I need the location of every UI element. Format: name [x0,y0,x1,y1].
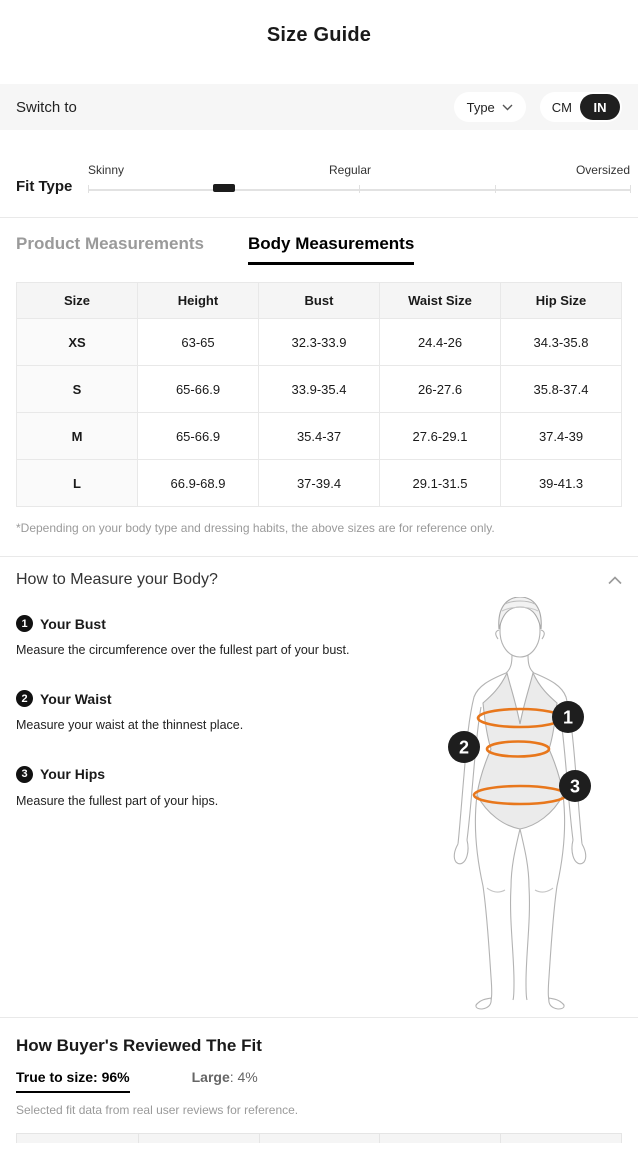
fit-scale-skinny: Skinny [88,163,125,177]
step-3-badge: 3 [16,766,33,783]
value-cell: 65-66.9 [138,366,259,413]
value-cell: 37-39.4 [259,460,380,507]
bottom-table-header-partial [16,1133,622,1143]
switch-bar [0,84,638,130]
column-header: Size [17,283,138,319]
bottom-table-cell [379,1134,500,1143]
measure-item-waist [16,690,411,735]
tab-body-measurements[interactable]: Body Measurements [248,234,414,265]
value-cell: 63-65 [138,319,259,366]
measurement-tabs [0,218,638,278]
size-cell: S [17,366,138,413]
bottom-table-cell [138,1134,259,1143]
buyer-reviews-section [0,1018,638,1117]
reviews-title: How Buyer's Reviewed The Fit [16,1036,262,1055]
value-cell: 66.9-68.9 [138,460,259,507]
table-row [17,413,622,460]
fit-type-slider[interactable] [88,160,630,204]
step-2-badge: 2 [16,690,33,707]
value-cell: 26-27.6 [380,366,501,413]
table-header-row [17,283,622,319]
measure-item-desc: Measure the circumference over the fullest part of your bust. [16,643,350,657]
step-1-badge: 1 [16,615,33,632]
column-header: Bust [259,283,380,319]
fit-type-label: Fit Type [16,178,73,195]
size-table [16,282,622,507]
measure-section-body [0,597,638,1017]
unit-option-in-selected[interactable]: IN [580,94,620,120]
reviews-note: Selected fit data from real user reviews for reference. [16,1103,299,1117]
measure-item-bust [16,597,411,660]
column-header: Waist Size [380,283,501,319]
chevron-down-icon [502,104,513,111]
body-measurement-figure [429,597,611,1012]
fit-stats [16,1069,622,1093]
size-cell: L [17,460,138,507]
slider-tick [630,185,631,193]
value-cell: 32.3-33.9 [259,319,380,366]
bottom-table-cell [17,1134,138,1143]
table-footnote: *Depending on your body type and dressing habits, the above sizes are for reference only. [16,521,495,535]
bottom-table-cell [259,1134,380,1143]
value-cell: 29.1-31.5 [380,460,501,507]
value-cell: 24.4-26 [380,319,501,366]
fit-scale-oversized: Oversized [575,163,630,177]
measure-item-title: Your Waist [40,690,112,707]
measure-item-desc: Measure the fullest part of your hips. [16,793,219,808]
table-row [17,319,622,366]
value-cell: 34.3-35.8 [501,319,622,366]
fit-scale-regular: Regular [328,163,372,177]
measure-item-title: Your Bust [40,615,106,632]
value-cell: 35.8-37.4 [501,366,622,413]
fit-type-thumb[interactable] [213,184,235,192]
measure-item-desc: Measure your waist at the thinnest place. [16,718,244,733]
slider-tick [88,185,89,193]
svg-text:3: 3 [569,776,581,797]
value-cell: 37.4-39 [501,413,622,460]
type-dropdown-label: Type [466,99,495,115]
column-header: Height [138,283,259,319]
type-dropdown[interactable] [454,92,526,122]
value-cell: 39-41.3 [501,460,622,507]
body-silhouette-illustration [429,597,611,1012]
page-title: Size Guide [266,24,372,46]
size-cell: M [17,413,138,460]
slider-tick [495,185,496,193]
stat-large[interactable]: Large: 4% [191,1069,258,1085]
table-row [17,460,622,507]
table-row [17,366,622,413]
measure-section-header[interactable] [0,557,638,597]
column-header: Hip Size [501,283,622,319]
stat-true-to-size[interactable]: True to size: 96% [16,1069,130,1093]
fit-type-row [0,160,638,204]
unit-toggle[interactable] [540,92,622,122]
switch-to-label: Switch to [16,98,77,116]
size-cell: XS [17,319,138,366]
tab-product-measurements[interactable]: Product Measurements [16,234,204,253]
slider-tick [359,185,360,193]
svg-text:2: 2 [458,737,470,758]
measure-item-title: Your Hips [40,766,106,783]
value-cell: 27.6-29.1 [380,413,501,460]
bottom-table-cell [500,1134,621,1143]
measure-section-title: How to Measure your Body? [16,571,218,588]
value-cell: 33.9-35.4 [259,366,380,413]
chevron-up-icon[interactable] [608,576,622,585]
value-cell: 65-66.9 [138,413,259,460]
measure-item-hips [16,766,411,811]
unit-option-cm[interactable]: CM [551,99,572,115]
svg-text:1: 1 [562,707,574,728]
value-cell: 35.4-37 [259,413,380,460]
